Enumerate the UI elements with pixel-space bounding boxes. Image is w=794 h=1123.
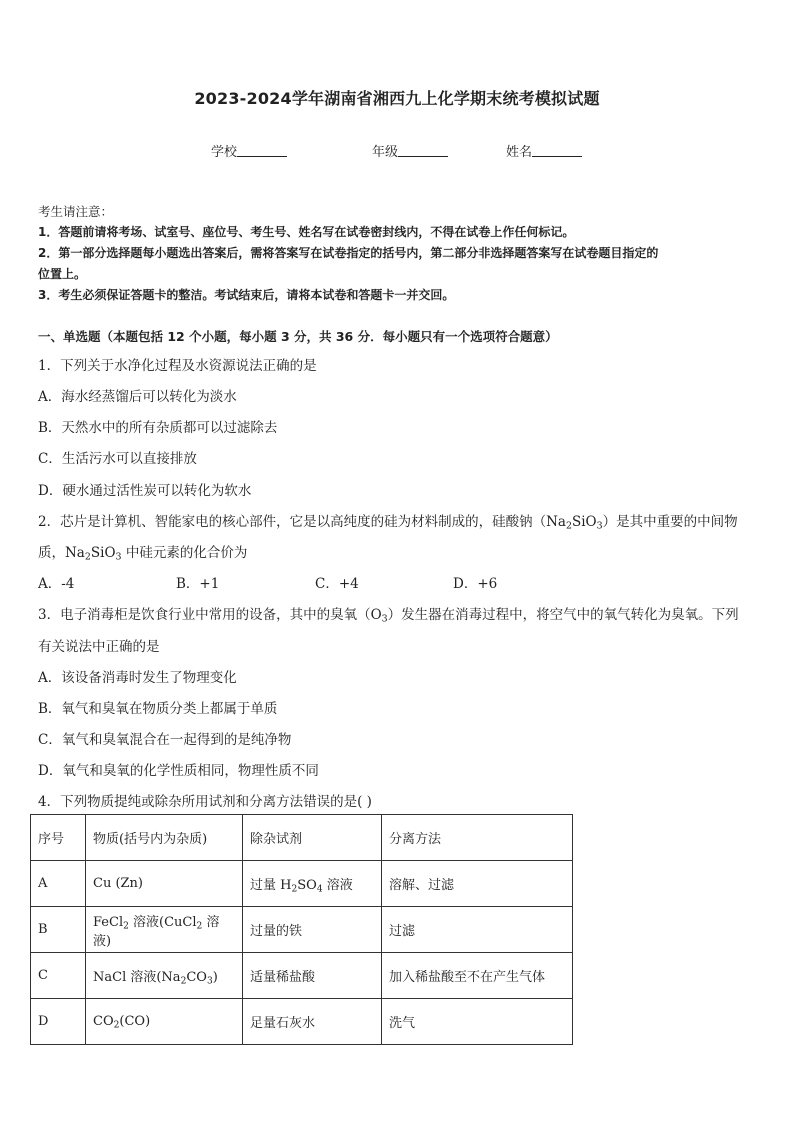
row-substance: NaCl 溶液$(Na_2CO_3)$ [86, 953, 243, 999]
school-label: 学校 [211, 145, 238, 160]
notice-heading: 考生请注意： [38, 204, 114, 219]
table-header-cell: 物质(括号内为杂质) [86, 815, 243, 861]
q1-option-b: B．天然水中的所有杂质都可以过滤除去 [38, 420, 278, 436]
school-blank [237, 144, 287, 157]
row-reagent: 过量 $H_2SO_4$ 溶液 [243, 861, 382, 907]
section-heading: 一、单选题（本题包括 12 个小题，每小题 3 分，共 36 分．每小题只有一个选项符合题意） [38, 329, 558, 344]
q2-stem-line1: 2．芯片是计算机、智能家电的核心部件，它是以高纯度的硅为材料制成的，硅酸钠$(Na_2SiO_3)$是其中重要的中间物 [38, 514, 738, 532]
row-no: C [31, 953, 86, 999]
q2-option-a: A．-4 [38, 576, 75, 592]
q3-option-b: B．氧气和臭氧在物质分类上都属于单质 [38, 701, 278, 717]
q4-stem: 4．下列物质提纯或除杂所用试剂和分离方法错误的是( ) [38, 794, 372, 810]
notice-item-1: 1．答题前请将考场、试室号、座位号、考生号、姓名写在试卷密封线内，不得在试卷上作任何标记。 [38, 225, 575, 239]
grade-label: 年级 [372, 145, 399, 160]
q1-option-a: A．海水经蒸馏后可以转化为淡水 [38, 389, 237, 405]
grade-field [372, 141, 448, 160]
notice-item-2b: 位置上。 [38, 267, 87, 281]
table-row [31, 953, 573, 999]
q1-option-d: D．硬水通过活性炭可以转化为软水 [38, 483, 252, 499]
row-reagent: 足量石灰水 [243, 999, 382, 1045]
table-header-cell: 分离方法 [382, 815, 573, 861]
row-no: D [31, 999, 86, 1045]
exam-title: 2023-2024学年湖南省湘西九上化学期末统考模拟试题 [194, 89, 600, 108]
row-method: 过滤 [382, 907, 573, 953]
grade-blank [398, 144, 448, 157]
q2-option-b: B．+1 [176, 576, 220, 592]
q2-option-c: C．+4 [315, 576, 359, 592]
row-reagent: 过量的铁 [243, 907, 382, 953]
q3-option-a: A．该设备消毒时发生了物理变化 [38, 670, 237, 686]
name-blank [532, 144, 582, 157]
row-method: 加入稀盐酸至不在产生气体 [382, 953, 573, 999]
q3-stem-line2: 有关说法中正确的是 [38, 639, 160, 655]
name-label: 姓名 [506, 145, 533, 160]
row-method: 洗气 [382, 999, 573, 1045]
row-no: B [31, 907, 86, 953]
q2-option-d: D．+6 [453, 576, 498, 592]
row-no: A [31, 861, 86, 907]
table-row [31, 907, 573, 953]
notice-item-3: 3．考生必须保证答题卡的整洁。考试结束后，请将本试卷和答题卡一并交回。 [38, 288, 455, 302]
q3-stem-line1: 3．电子消毒柜是饮食行业中常用的设备，其中的臭氧$(O_3)$发生器在消毒过程中，将空气中的氧气转化为臭氧。下列 [38, 607, 739, 625]
q1-option-c: C．生活污水可以直接排放 [38, 451, 197, 467]
row-substance: Cu (Zn) [86, 861, 243, 907]
name-field [506, 141, 582, 160]
table-row [31, 999, 573, 1045]
table-header-row [31, 815, 573, 861]
table-header-cell: 除杂试剂 [243, 815, 382, 861]
row-reagent: 适量稀盐酸 [243, 953, 382, 999]
table-row [31, 861, 573, 907]
q3-option-d: D．氧气和臭氧的化学性质相同，物理性质不同 [38, 763, 319, 779]
q3-option-c: C．氧气和臭氧混合在一起得到的是纯净物 [38, 732, 292, 748]
q2-stem-line2: 质，$Na_2SiO_3$ 中硅元素的化合价为 [38, 545, 248, 563]
row-method: 溶解、过滤 [382, 861, 573, 907]
row-substance: FeCl$_2$ 溶液(CuCl$_2$ 溶液) [86, 907, 243, 953]
school-field [211, 141, 287, 160]
row-substance: $CO_2(CO)$ [86, 999, 243, 1045]
q4-table [30, 814, 573, 1045]
table-header-cell: 序号 [31, 815, 86, 861]
notice-item-2a: 2．第一部分选择题每小题选出答案后，需将答案写在试卷指定的括号内，第二部分非选择题答案写在试卷题目指定的 [38, 246, 659, 260]
q1-stem: 1．下列关于水净化过程及水资源说法正确的是 [38, 358, 317, 374]
